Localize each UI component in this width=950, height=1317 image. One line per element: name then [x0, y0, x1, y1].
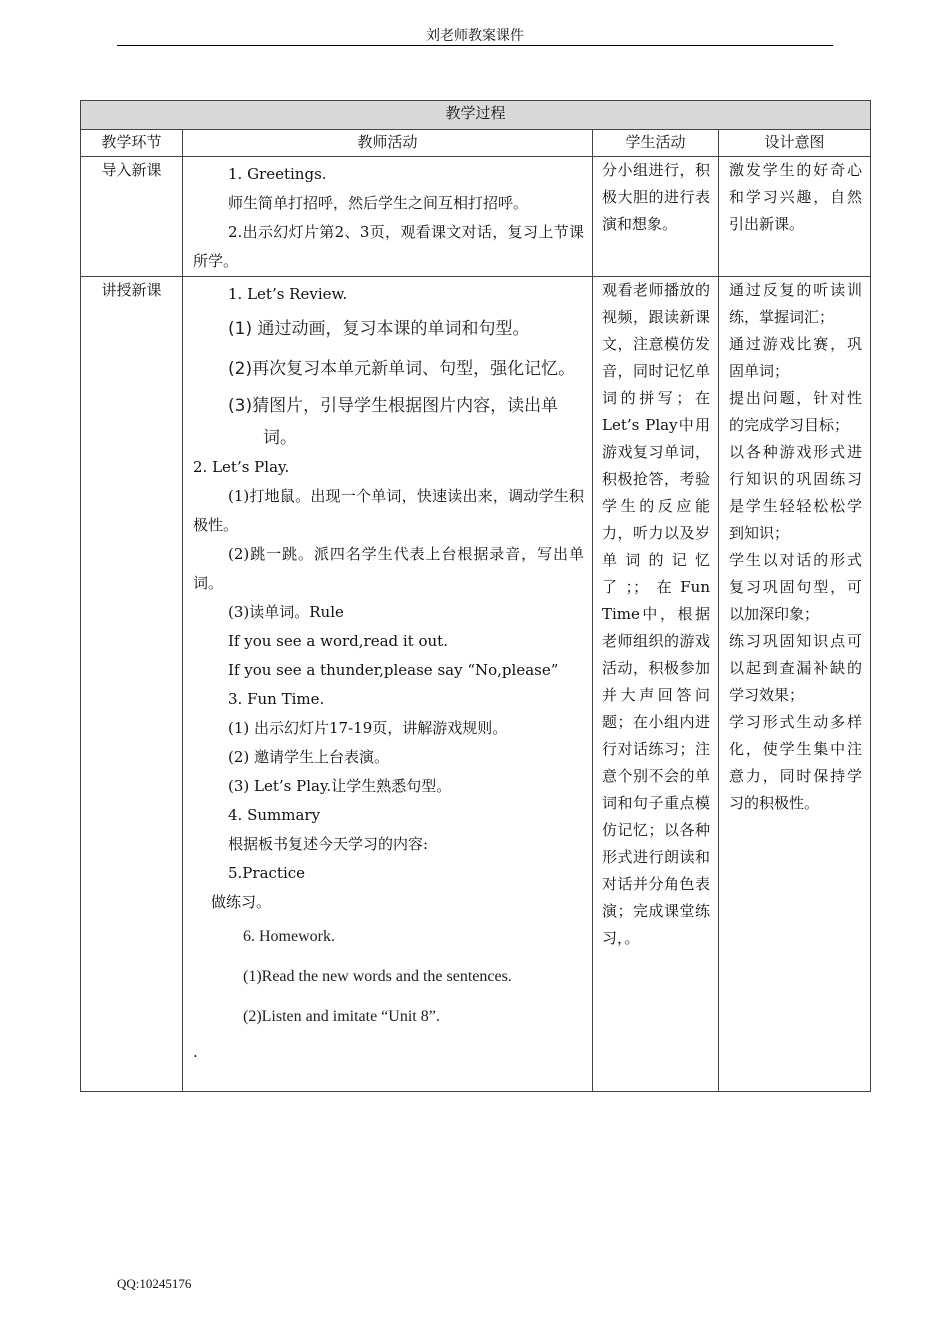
table-row [81, 277, 871, 1092]
table-title: 教学过程 [81, 101, 871, 130]
design-intent-cell [719, 277, 871, 1092]
fun-item: (3) Let’s Play.让学生熟悉句型。 [228, 777, 452, 795]
practice-title: 5.Practice [228, 864, 306, 882]
page-footer: QQ:10245176 [117, 1276, 192, 1291]
design-item: 练习巩固知识点可以起到查漏补缺的学习效果； [729, 632, 863, 704]
rule-line: If you see a thunder,please say “No,please” [228, 661, 559, 679]
review-item: (2)再次复习本单元新单词、句型，强化记忆。 [228, 359, 576, 379]
design-item: 学习形式生动多样化，使学生集中注意力，同时保持学习的积极性。 [729, 713, 863, 812]
column-header-teacher: 教师活动 [183, 130, 593, 157]
student-activity-cell: 分小组进行，积极大胆的进行表演和想象。 [593, 157, 719, 277]
homework-item: (2)Listen and imitate “Unit 8”. [243, 1008, 440, 1025]
table-row [81, 157, 871, 277]
rule-line: If you see a word,read it out. [228, 632, 448, 650]
design-item: 通过反复的听读训练，掌握词汇； [729, 281, 863, 326]
teacher-activity-cell [183, 157, 593, 277]
lesson-table [80, 100, 871, 1092]
design-item: 提出问题，针对性的完成学习目标； [729, 389, 863, 434]
header-rule [117, 45, 833, 46]
end-mark: . [193, 1043, 198, 1061]
teacher-line: 师生简单打招呼，然后学生之间互相打招呼。 [228, 194, 529, 212]
play-item: (2)跳一跳。派四名学生代表上台根据录音，写出单词。 [193, 545, 584, 592]
stage-cell: 讲授新课 [81, 277, 183, 1092]
teacher-line: 1. Greetings. [228, 165, 327, 183]
summary-title: 4. Summary [228, 806, 321, 824]
fun-item: (1) 出示幻灯片17-19页，讲解游戏规则。 [228, 719, 508, 737]
column-header-stage: 教学环节 [81, 130, 183, 157]
page-header: 刘老师教案课件 [426, 28, 524, 44]
summary-text: 根据板书复述今天学习的内容: [228, 835, 429, 853]
play-item: (3)读单词。Rule [228, 603, 344, 621]
review-title: 1. Let’s Review. [228, 285, 348, 303]
column-header-student: 学生活动 [593, 130, 719, 157]
design-intent-cell: 激发学生的好奇心和学习兴趣，自然引出新课。 [719, 157, 871, 277]
homework-title: 6. Homework. [243, 928, 335, 945]
design-item: 学生以对话的形式复习巩固句型，可以加深印象； [729, 551, 863, 623]
review-item: (3)猜图片，引导学生根据图片内容，读出单 [228, 396, 559, 416]
teacher-line: 2.出示幻灯片第2、3页，观看课文对话，复习上节课所学。 [193, 223, 584, 270]
review-item: (1) 通过动画，复习本课的单词和句型。 [228, 319, 530, 339]
homework-item: (1)Read the new words and the sentences. [243, 968, 512, 985]
teacher-activity-cell [183, 277, 593, 1092]
design-item: 以各种游戏形式进行知识的巩固练习是学生轻轻松松学到知识； [729, 443, 863, 542]
student-activity-cell: 观看老师播放的视频，跟读新课文，注意模仿发音，同时记忆单词的拼写；在Let’s Play中用游戏复习单词，积极抢答，考验学生的反应能力，听力以及岁单词的记忆了；；在Fun Time中，根据老师组织的游戏活动，积极参加并大声回答问题；在小组内进行对话练习；注意个别不会的单词和句子重点模仿记忆；以各种形式进行朗读和对话并分角色表演；完成课堂练习，。 [593, 277, 719, 1092]
stage-cell: 导入新课 [81, 157, 183, 277]
fun-title: 3. Fun Time. [228, 690, 325, 708]
review-item-continued: 词。 [263, 428, 297, 448]
play-item: (1)打地鼠。出现一个单词，快速读出来，调动学生积极性。 [193, 487, 584, 534]
fun-item: (2) 邀请学生上台表演。 [228, 748, 390, 766]
practice-text: 做练习。 [211, 893, 272, 911]
design-item: 通过游戏比赛，巩固单词； [729, 335, 863, 380]
column-header-design: 设计意图 [719, 130, 871, 157]
play-title: 2. Let’s Play. [193, 458, 290, 476]
